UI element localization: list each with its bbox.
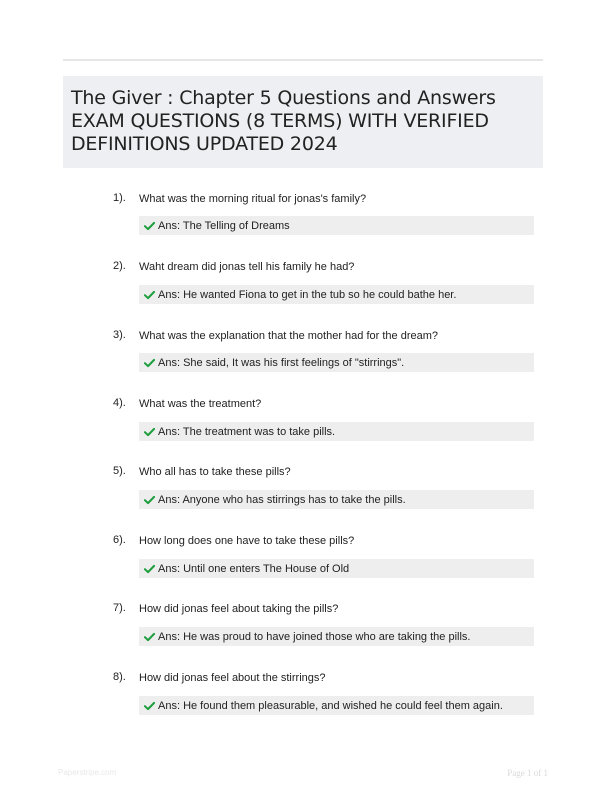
footer-site: Paperstripe.com	[58, 768, 117, 777]
page-title: The Giver : Chapter 5 Questions and Answers EXAM QUESTIONS (8 TERMS) WITH VERIFIED DEFINITIONS UPDATED 2024	[71, 87, 496, 155]
answer-box	[139, 490, 534, 509]
question-text: What was the explanation that the mother had for the dream?	[139, 330, 439, 342]
answer-box	[139, 216, 534, 235]
check-icon	[144, 221, 155, 231]
check-icon	[144, 427, 155, 437]
answer-text: Ans: He wanted Fiona to get in the tub so he could bathe her.	[158, 288, 457, 301]
question-number: 5).	[113, 465, 126, 477]
answer-box	[139, 285, 534, 304]
check-icon	[144, 290, 155, 300]
answer-text: Ans: She said, It was his first feelings of "stirrings".	[158, 356, 405, 369]
question-text: What was the morning ritual for jonas's family?	[139, 193, 367, 205]
answer-text: Ans: He found them pleasurable, and wished he could feel them again.	[158, 699, 503, 712]
check-icon	[144, 358, 155, 368]
check-icon	[144, 701, 155, 711]
question-number: 6).	[113, 534, 126, 546]
answer-box	[139, 627, 534, 646]
question-number: 1).	[113, 192, 126, 204]
question-text: Who all has to take these pills?	[139, 466, 291, 478]
answer-text: Ans: The treatment was to take pills.	[158, 425, 336, 438]
answer-box	[139, 353, 534, 372]
answer-text: Ans: Until one enters The House of Old	[158, 562, 350, 575]
check-icon	[144, 564, 155, 574]
question-text: How did jonas feel about taking the pills?	[139, 603, 339, 615]
question-number: 2).	[113, 260, 126, 272]
question-text: Waht dream did jonas tell his family he had?	[139, 261, 355, 273]
answer-box	[139, 422, 534, 441]
question-number: 8).	[113, 671, 126, 683]
question-text: How long does one have to take these pills?	[139, 535, 355, 547]
answer-box	[139, 559, 534, 578]
answer-box	[139, 696, 534, 715]
check-icon	[144, 495, 155, 505]
question-number: 3).	[113, 329, 126, 341]
footer-page-number: Page 1 of 1	[507, 768, 548, 778]
question-text: How did jonas feel about the stirrings?	[139, 672, 326, 684]
answer-text: Ans: He was proud to have joined those who are taking the pills.	[158, 630, 471, 643]
answer-text: Ans: Anyone who has stirrings has to take the pills.	[158, 493, 406, 506]
question-number: 4).	[113, 397, 126, 409]
answer-text: Ans: The Telling of Dreams	[158, 219, 290, 232]
question-text: What was the treatment?	[139, 398, 262, 410]
question-number: 7).	[113, 602, 126, 614]
check-icon	[144, 632, 155, 642]
